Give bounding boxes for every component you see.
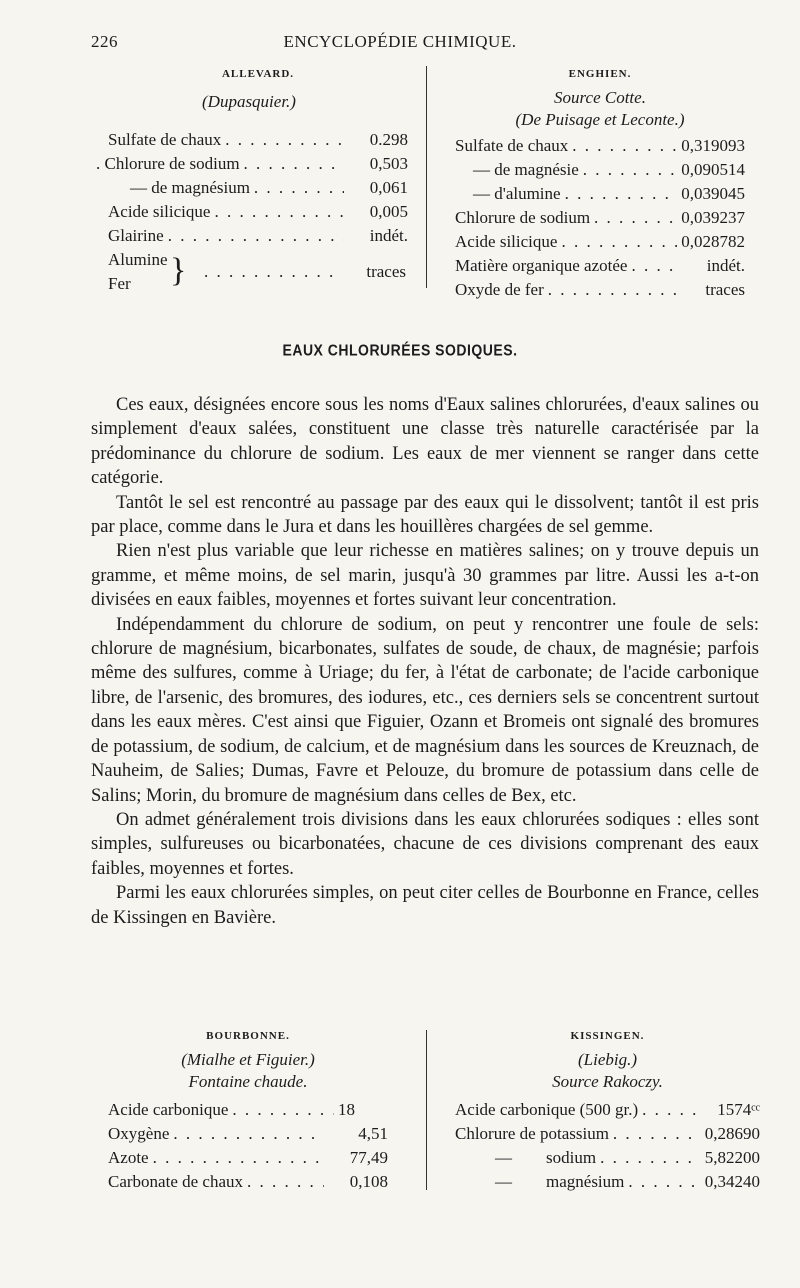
paragraph bbox=[91, 808, 759, 881]
paragraph-text: Parmi les eaux chlorurées simples, on peut citer celles de Bourbonne en France, celles de Kissingen en Bavière. bbox=[91, 883, 759, 928]
table-row bbox=[455, 1146, 760, 1170]
row-value: 0,108 bbox=[349, 1172, 388, 1191]
row-label: Sulfate de chaux bbox=[108, 130, 222, 149]
table-title: ALLEVARD. bbox=[221, 68, 295, 80]
table-row bbox=[455, 230, 745, 254]
brace-value: traces bbox=[366, 262, 406, 281]
section-title: EAUX CHLORURÉES SODIQUES. bbox=[282, 340, 518, 360]
row-value: 0,090514 bbox=[681, 160, 745, 179]
paragraph-text: Indépendamment du chlorure de sodium, on peut y rencontrer une foule de sels: chlorure de magnésium, bicarbonates, sulfates de soude, de chaux, de magnésie; parfois même des sulfures, comme à Uriage; du fer, à l'état de carbonate; de l'acide carbonique libre, de l'arsenic, des bromures, des iodures, etc., ces derniers sels se concentrent surtout dans les eaux mères. C'est ainsi que Figuier, Ozann et Bromeis ont signalé des bromures de potassium, de sodium, de calcium, et de magnésium dans les sources de Kreuznach, de Nauheim, de Salies; Dumas, Favre et Pelouze, du bromure de potassium dans celle de Salins; Morin, du bromure de magnésium dans celles de Bex, etc. bbox=[91, 614, 759, 806]
row-label: Acide silicique bbox=[455, 232, 558, 251]
paragraph-text: On admet généralement trois divisions dans les eaux chlorurées sodiques : elles sont simples, sulfureuses ou bicarbonatées, chacune de ces divisions comprenant des eaux faibles, moyennes et fortes. bbox=[91, 809, 759, 879]
row-label: — de magnésie bbox=[473, 160, 579, 179]
paragraph bbox=[91, 393, 759, 491]
row-label: Acide carbonique bbox=[108, 1100, 229, 1119]
table-author: (Liebig.) bbox=[577, 1050, 638, 1069]
row-label: — de magnésium bbox=[130, 178, 250, 197]
top-column-divider bbox=[426, 66, 427, 288]
row-value: indét. bbox=[369, 226, 408, 245]
table-row bbox=[108, 224, 408, 248]
table-row bbox=[455, 1122, 760, 1146]
row-value: 4,51 bbox=[358, 1124, 388, 1143]
brace-item: Fer bbox=[108, 274, 131, 293]
paragraph bbox=[91, 539, 759, 612]
paragraph-text: Ces eaux, désignées encore sous les noms d'Eaux salines chlorurées, d'eaux salines ou simplement d'eaux salées, constituent une classe très naturelle caractérisée par la prédominance du chlorure de sodium. Les eaux de mer viennent se ranger dans cette catégorie. bbox=[91, 395, 759, 489]
table-row bbox=[455, 134, 745, 158]
paragraph-text: Tantôt le sel est rencontré au passage par des eaux qui le dissolvent; tantôt il est pris par place, comme dans le Jura et dans les houillères chargées de sel gemme. bbox=[91, 492, 759, 538]
allevard-table bbox=[96, 68, 408, 296]
paragraph bbox=[91, 491, 759, 540]
table-row bbox=[455, 254, 745, 278]
paragraph-text: Rien n'est plus variable que leur richesse en matières salines; on y trouve depuis un gramme, et même moins, de sel marin, jusqu'à 30 grammes par litre. Aussi les a-t-on divisées en eaux faibles, moyennes et fortes suivant leur concentration. bbox=[91, 541, 759, 611]
table-row bbox=[455, 206, 745, 230]
table-row bbox=[108, 200, 408, 224]
table-title: ENGHIEN. bbox=[568, 68, 632, 80]
enghien-table bbox=[455, 68, 745, 302]
row-label: Glairine bbox=[108, 226, 164, 245]
row-label: — d'alumine bbox=[473, 184, 561, 203]
table-author: (Dupasquier.) bbox=[202, 92, 296, 111]
table-row bbox=[108, 1122, 388, 1146]
row-label: — sodium bbox=[495, 1148, 597, 1167]
table-title: BOURBONNE. bbox=[206, 1030, 290, 1042]
row-label: Sulfate de chaux bbox=[455, 136, 569, 155]
page-number: 226 bbox=[91, 32, 118, 51]
row-value: 0,503 bbox=[369, 154, 408, 173]
row-value: 0,061 bbox=[369, 178, 408, 197]
row-label: Chlorure de potassium bbox=[455, 1124, 609, 1143]
bourbonne-table bbox=[108, 1030, 388, 1194]
row-value: 0.298 bbox=[369, 130, 408, 149]
row-label: Chlorure de sodium bbox=[455, 208, 591, 227]
table-row bbox=[108, 1146, 388, 1170]
row-value: 0,005 bbox=[369, 202, 408, 221]
table-row bbox=[455, 1170, 760, 1194]
row-label: Carbonate de chaux bbox=[108, 1172, 243, 1191]
table-author: (De Puisage et Leconte.) bbox=[515, 110, 685, 129]
table-row bbox=[108, 1098, 388, 1122]
table-row bbox=[455, 1098, 760, 1122]
table-row bbox=[96, 152, 408, 176]
row-value: 0,028782 bbox=[681, 232, 745, 251]
table-row bbox=[108, 176, 408, 200]
table-source: Source Cotte. bbox=[554, 88, 646, 107]
table-author: (Mialhe et Figuier.) bbox=[181, 1050, 315, 1069]
paragraph bbox=[91, 613, 759, 808]
bottom-column-divider bbox=[426, 1030, 427, 1190]
running-title: ENCYCLOPÉDIE CHIMIQUE. bbox=[283, 32, 517, 51]
row-value: indét. bbox=[706, 256, 745, 275]
row-value: 0,34240 bbox=[704, 1172, 760, 1191]
table-title: KISSINGEN. bbox=[570, 1030, 645, 1042]
table-row bbox=[455, 182, 745, 206]
brace-dots: . . . . . . . . . . . bbox=[204, 262, 336, 281]
row-label: . Chlorure de sodium bbox=[96, 154, 240, 173]
brace-symbol: } bbox=[170, 252, 187, 289]
table-row bbox=[455, 278, 745, 302]
brace-group bbox=[108, 248, 408, 296]
table-row bbox=[108, 128, 408, 152]
row-value: 0,039045 bbox=[681, 184, 745, 203]
row-label: Matière organique azotée bbox=[455, 256, 628, 275]
row-label: Acide carbonique (500 gr.) bbox=[455, 1100, 639, 1119]
row-value: 0,319093 bbox=[681, 136, 745, 155]
row-value: 18 bbox=[338, 1100, 355, 1119]
kissingen-table bbox=[455, 1030, 760, 1194]
row-label: Azote bbox=[108, 1148, 149, 1167]
row-label: Acide silicique bbox=[108, 202, 211, 221]
table-source: Fontaine chaude. bbox=[188, 1072, 308, 1091]
table-row bbox=[455, 158, 745, 182]
row-value: 77,49 bbox=[349, 1148, 388, 1167]
row-value: 5,82200 bbox=[704, 1148, 760, 1167]
row-label: Oxyde de fer bbox=[455, 280, 544, 299]
paragraph bbox=[91, 881, 759, 930]
row-value: 1574ᶜᶜ bbox=[717, 1100, 760, 1119]
brace-item: Alumine bbox=[108, 250, 168, 269]
row-value: 0,28690 bbox=[704, 1124, 760, 1143]
table-row bbox=[108, 1170, 388, 1194]
row-label: Oxygène bbox=[108, 1124, 170, 1143]
row-value: 0,039237 bbox=[681, 208, 745, 227]
row-value: traces bbox=[705, 280, 745, 299]
table-source: Source Rakoczy. bbox=[552, 1072, 663, 1091]
row-label: — magnésium bbox=[495, 1172, 625, 1191]
body-text bbox=[91, 393, 759, 930]
